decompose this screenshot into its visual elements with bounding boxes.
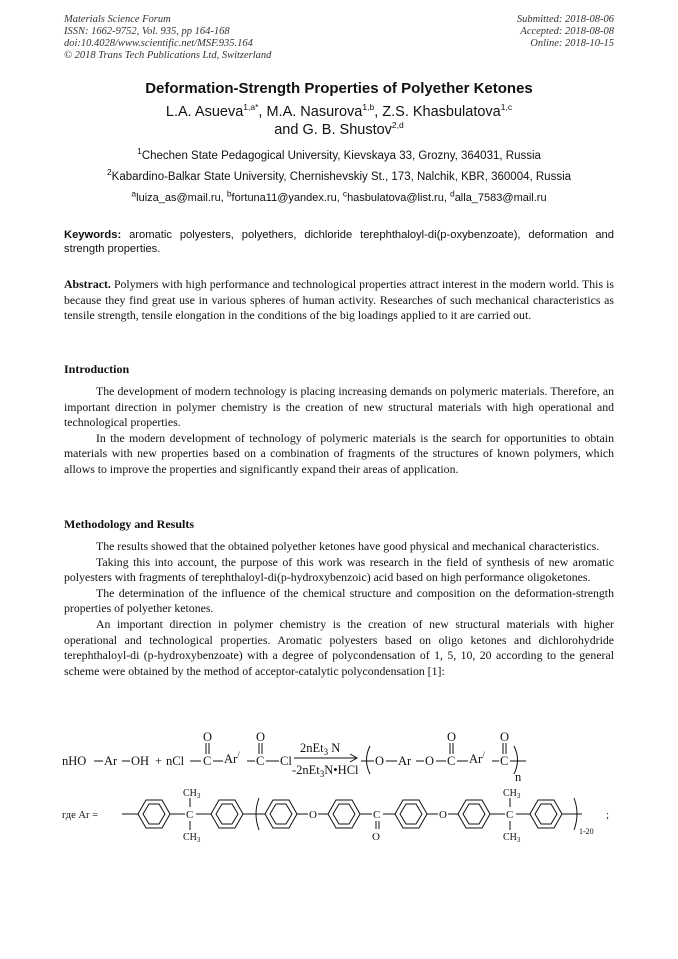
author-affil-mark: 1,a* (243, 102, 259, 113)
ether-oxygen: O (375, 754, 385, 768)
paragraph: The results showed that the obtained polyether ketones have good physical and mechanical characteristics. (96, 539, 600, 553)
carbonyl-carbon: C (256, 754, 265, 768)
oligomer-degree: 1-20 (579, 827, 594, 836)
author-affil-mark: 1,c (500, 102, 513, 113)
ether-oxygen: O (439, 809, 447, 821)
authors-line-2 (40, 121, 638, 139)
email-mark: b (226, 188, 232, 199)
author-name: L.A. Asueva (165, 104, 244, 120)
paragraph: An important direction in polymer chemistry is the creation of new structural materials with higher operational and technological properties. Aromatic polyesters based on oligo ketones and dichlorohydride terephthaloyl-di (p-hydroxybenzoate) with a degree of polycondensation of 1, 5, 10, 20 according to the general scheme were obtained by the method of acceptor-catalytic polycondensation [1]: (64, 616, 614, 678)
section-heading-introduction: Introduction (64, 362, 130, 376)
ketone-carbon: C (373, 809, 381, 821)
carbonyl-carbon: C (447, 754, 456, 768)
benzene-ring-inner (270, 804, 292, 824)
chlorine: Cl (280, 754, 292, 768)
ar-prime-group: Ar/ (224, 750, 240, 766)
submitted-date: Submitted: 2018-08-06 (516, 14, 614, 25)
ar-group: Ar (398, 754, 412, 768)
plus-sign: + (155, 754, 163, 768)
ether-oxygen: O (425, 754, 435, 768)
quaternary-carbon: C (506, 809, 514, 821)
ar-group: Ar (104, 754, 118, 768)
journal-info (64, 14, 271, 62)
reaction-scheme (60, 728, 620, 853)
affil-text: Chechen State Pedagogical University, Kievskaya 33, Grozny, 364031, Russia (141, 150, 541, 162)
affil-text: Kabardino-Balkar State University, Chernishevskiy St., 173, Nalchik, KBR, 360004, Russia (111, 171, 572, 183)
email-link[interactable]: fortuna11@yandex.ru, (231, 192, 343, 204)
methyl-group: $CH_3$ (183, 832, 201, 844)
benzene-ring-inner (535, 804, 557, 824)
reagent-above: 2nEt$_3$ N (300, 741, 341, 757)
email-link[interactable]: hasbulatova@list.ru, (347, 192, 450, 204)
ketone-oxygen: O (372, 831, 380, 843)
methyl-group: $CH_3$ (183, 788, 201, 800)
author-affil-mark: 1,b (362, 102, 375, 113)
email-line (40, 188, 638, 204)
benzene-ring-inner (463, 804, 485, 824)
email-mark: c (342, 188, 348, 199)
author-separator: , (258, 104, 267, 120)
carbonyl-carbon: C (203, 754, 212, 768)
author-name: M.A. Nasurova (266, 104, 363, 120)
carbonyl-oxygen: O (203, 730, 213, 744)
paper-title: Deformation-Strength Properties of Polyether Ketones (145, 80, 533, 97)
benzene-ring-inner (333, 804, 355, 824)
author-affil-mark: 2,d (391, 120, 404, 131)
keywords-text: aromatic polyesters, polyethers, dichloride terephthaloyl-di(p-oxybenzoate), deformation and strength properties. (64, 229, 614, 255)
online-date: Online: 2018-10-15 (530, 38, 614, 49)
introduction-body (64, 384, 614, 478)
author-name: and G. B. Shustov (274, 122, 392, 138)
abstract-text: Polymers with high performance and technological properties attract interest in the modern world. This is because they find great use in various spheres of human activity. Researches of such mechanical characteristics as tensile strength, tensile elongation in the conditions of the big loadings applied to it are carried out. (64, 277, 614, 323)
keywords (64, 228, 614, 256)
journal-copyright: © 2018 Trans Tech Publications Ltd, Switzerland (64, 50, 272, 61)
affiliation-1 (40, 146, 638, 162)
affiliation-2 (40, 167, 638, 183)
methyl-group: $CH_3$ (503, 832, 521, 844)
reactant-chloride: nCl (166, 754, 185, 768)
byproduct-below: -2nEt$_3$N•HCl (292, 763, 359, 779)
author-separator: , (374, 104, 383, 120)
ar-prime-group: Ar/ (469, 750, 485, 766)
email-link[interactable]: alla_7583@mail.ru (454, 192, 547, 204)
methyl-group: $CH_3$ (503, 788, 521, 800)
carbonyl-oxygen: O (447, 730, 457, 744)
benzene-ring-inner (143, 804, 165, 824)
reactant-hydroxy: nHO (62, 754, 87, 768)
affil-mark: 1 (137, 146, 142, 157)
email-mark: a (131, 188, 137, 199)
semicolon: ; (606, 809, 610, 821)
email-link[interactable]: luiza_as@mail.ru, (136, 192, 227, 204)
email-mark: d (449, 188, 455, 199)
journal-name: Materials Science Forum (64, 14, 171, 25)
section-heading-methodology: Methodology and Results (64, 517, 195, 531)
carbonyl-oxygen: O (500, 730, 510, 744)
abstract (64, 277, 614, 324)
benzene-ring-inner (400, 804, 422, 824)
authors-line-1 (40, 103, 638, 121)
polymer-bracket-left (367, 746, 371, 774)
paragraph: The determination of the influence of the chemical structure and composition on the deformation-strength properties of polyether ketones. (64, 585, 614, 616)
benzene-ring-inner (216, 804, 238, 824)
journal-issn: ISSN: 1662-9752, Vol. 935, pp 164-168 (64, 26, 230, 37)
journal-doi: doi:10.4028/www.scientific.net/MSF.935.164 (64, 38, 253, 49)
ar-definition (62, 788, 609, 844)
paragraph: In the modern development of technology of polymeric materials is the search for opportunities to obtain materials with new properties based on a combination of fragments of the structures of known polymers, which allows to improve the properties and significantly expand their areas of application. (64, 430, 614, 476)
submission-dates (517, 14, 614, 50)
oh-group: OH (131, 754, 150, 768)
affil-mark: 2 (106, 167, 112, 178)
paragraph: The development of modern technology is placing increasing demands on polymeric materials. Therefore, an important direction in polymer chemistry is the creation of new structural materials with high operational and technological properties. (64, 384, 614, 430)
reaction-equation (62, 730, 526, 784)
carbonyl-carbon: C (500, 754, 509, 768)
accepted-date: Accepted: 2018-08-08 (520, 26, 614, 37)
quaternary-carbon: C (186, 809, 194, 821)
methodology-body (64, 539, 614, 679)
author-name: Z.S. Khasbulatova (382, 104, 501, 120)
ether-oxygen: O (309, 809, 317, 821)
repeat-count-n: n (515, 770, 522, 784)
ar-definition-label: где Ar = (62, 810, 99, 821)
carbonyl-oxygen: O (256, 730, 266, 744)
paragraph: Taking this into account, the purpose of this work was research in the field of synthesis of new aromatic polyesters with fragments of terephthaloyl-di(p-hydroxybenzoic) acid based on high performance oligoketones. (64, 554, 614, 585)
author-list (40, 103, 638, 139)
abstract-label: Abstract. (64, 277, 111, 291)
keywords-label: Keywords: (64, 229, 122, 241)
